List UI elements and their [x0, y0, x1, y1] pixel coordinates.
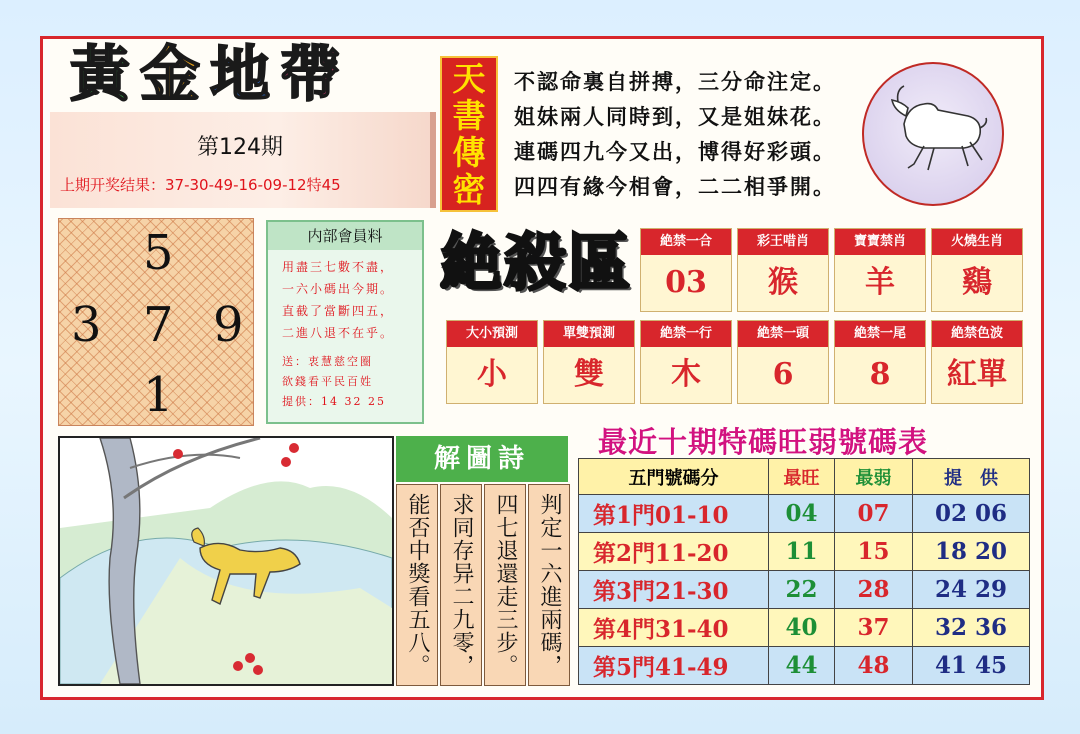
member-line: 直截了當斷四五，: [282, 304, 395, 318]
kill-cell: [931, 228, 1023, 312]
kill-cell-header: 寶寶禁肖: [835, 229, 925, 255]
table-header: 最弱: [835, 459, 913, 495]
lucky-number-grid: [58, 218, 254, 426]
kill-cell-value: 鷄: [962, 265, 992, 300]
kill-cell: [446, 320, 538, 404]
table-cell-group: 第2門11-20: [579, 533, 769, 571]
kill-cell-header: 大小預測: [447, 321, 537, 347]
picture-poem-line: 判定一六進兩碼，: [537, 493, 562, 677]
member-info-box: [266, 220, 424, 424]
table-row: [579, 495, 1030, 533]
table-cell-provide: 02 06: [913, 495, 1030, 533]
kill-cell: [737, 320, 829, 404]
table-cell-cold: 28: [835, 571, 913, 609]
table-cell-provide: 18 20: [913, 533, 1030, 571]
kill-cell: [834, 320, 926, 404]
lucky-number: 9: [213, 297, 244, 353]
picture-poem-title: 解圖詩: [396, 436, 568, 482]
table-cell-cold: 07: [835, 495, 913, 533]
title-char-1: 黃: [70, 40, 130, 110]
table-cell-group: 第1門01-10: [579, 495, 769, 533]
picture-poem-line: 求同存异二九零，: [449, 493, 474, 677]
secret-label-char: 天: [452, 59, 486, 98]
table-row: [579, 647, 1030, 685]
secret-label-char: 書: [452, 96, 486, 135]
kill-cell-header: 彩王唶肖: [738, 229, 828, 255]
table-cell-provide: 32 36: [913, 609, 1030, 647]
secret-label-char: 密: [452, 170, 486, 209]
table-cell-hot: 40: [769, 609, 835, 647]
kill-cell-value: 猴: [768, 265, 798, 300]
table-row: [579, 609, 1030, 647]
table-cell-group: 第5門41-49: [579, 647, 769, 685]
title-char-3: 地: [210, 40, 270, 110]
secret-label-char: 傳: [452, 133, 486, 172]
kill-cell-value: 木: [671, 357, 701, 392]
table-cell-cold: 48: [835, 647, 913, 685]
stats-table-title: 最近十期特碼旺弱號碼表: [598, 425, 929, 459]
table-cell-hot: 11: [769, 533, 835, 571]
main-poem: [514, 64, 836, 204]
kill-cell-value: 紅單: [947, 357, 1007, 392]
picture-poem-column: [440, 484, 482, 686]
kill-zone-title: 絶殺區: [440, 226, 633, 299]
kill-cell: [640, 228, 732, 312]
table-header: 提 供: [913, 459, 1030, 495]
poem-line: 姐妹兩人同時到，又是姐妹花。: [514, 104, 836, 129]
table-cell-cold: 15: [835, 533, 913, 571]
table-cell-group: 第3門21-30: [579, 571, 769, 609]
kill-cell-header: 絶禁一頭: [738, 321, 828, 347]
lucky-number: 1: [143, 367, 174, 423]
kill-cell: [931, 320, 1023, 404]
member-line: 一六小碼出今期。: [282, 282, 395, 296]
table-cell-provide: 41 45: [913, 647, 1030, 685]
picture-poem-line: 能否中獎看五八。: [405, 493, 430, 677]
kill-cell: [834, 228, 926, 312]
table-cell-group: 第4門31-40: [579, 609, 769, 647]
poem-line: 連碼四九今又出，博得好彩頭。: [514, 139, 836, 164]
poem-line: 四四有緣今相會，二二相爭開。: [514, 174, 836, 199]
lucky-number: 7: [143, 297, 174, 353]
goat-oval: [862, 62, 1004, 206]
kill-cell-header: 絶禁一尾: [835, 321, 925, 347]
table-cell-hot: 04: [769, 495, 835, 533]
kill-cell-value: 羊: [865, 265, 895, 300]
title-char-4: 帶: [280, 40, 340, 110]
kill-cell-header: 絶禁一行: [641, 321, 731, 347]
poem-line: 不認命裏自拼搏，三分命注定。: [514, 69, 836, 94]
member-line: 用盡三七數不盡，: [282, 260, 395, 274]
member-line: 二進八退不在乎。: [282, 326, 395, 340]
member-footer-line: 送：衷慧慈空圈: [282, 355, 373, 368]
table-cell-provide: 24 29: [913, 571, 1030, 609]
secret-label: [440, 56, 498, 212]
kill-cell-header: 絶禁一合: [641, 229, 731, 255]
kill-cell-value: 8: [869, 357, 891, 392]
stats-table: [578, 458, 1030, 685]
kill-cell: [737, 228, 829, 312]
poster-title: [70, 40, 340, 110]
lucky-number: 3: [71, 297, 102, 353]
member-header: 内部會員料: [268, 222, 422, 250]
last-result: 上期开奖结果：37-30-49-16-09-12特45: [60, 176, 341, 194]
issue-number: 第124期: [197, 135, 283, 160]
picture-poem-column: [528, 484, 570, 686]
kill-cell-value: 小: [477, 357, 507, 392]
kill-cell-value: 6: [772, 357, 794, 392]
table-header: 最旺: [769, 459, 835, 495]
picture-poem-column: [396, 484, 438, 686]
lucky-number: 5: [143, 225, 174, 281]
kill-cell-header: 單雙預測: [544, 321, 634, 347]
kill-cell: [543, 320, 635, 404]
table-cell-hot: 44: [769, 647, 835, 685]
table-header: 五門號碼分: [579, 459, 769, 495]
member-footer-line: 提供：14 32 25: [282, 395, 386, 408]
table-row: [579, 533, 1030, 571]
title-char-2: 金: [140, 40, 200, 110]
table-cell-cold: 37: [835, 609, 913, 647]
kill-cell-header: 絶禁色波: [932, 321, 1022, 347]
member-footer-line: 欲錢看平民百姓: [282, 375, 373, 388]
kill-cell-header: 火燒生肖: [932, 229, 1022, 255]
issue-box: [50, 112, 436, 208]
table-row: [579, 571, 1030, 609]
kill-cell-value: 雙: [574, 357, 604, 392]
kill-cell-value: 03: [665, 265, 707, 300]
dog-landscape-illustration: [58, 436, 394, 686]
table-cell-hot: 22: [769, 571, 835, 609]
goat-icon: [864, 64, 1002, 204]
kill-cell: [640, 320, 732, 404]
picture-poem-line: 四七退還走三步。: [493, 493, 518, 677]
picture-poem-column: [484, 484, 526, 686]
